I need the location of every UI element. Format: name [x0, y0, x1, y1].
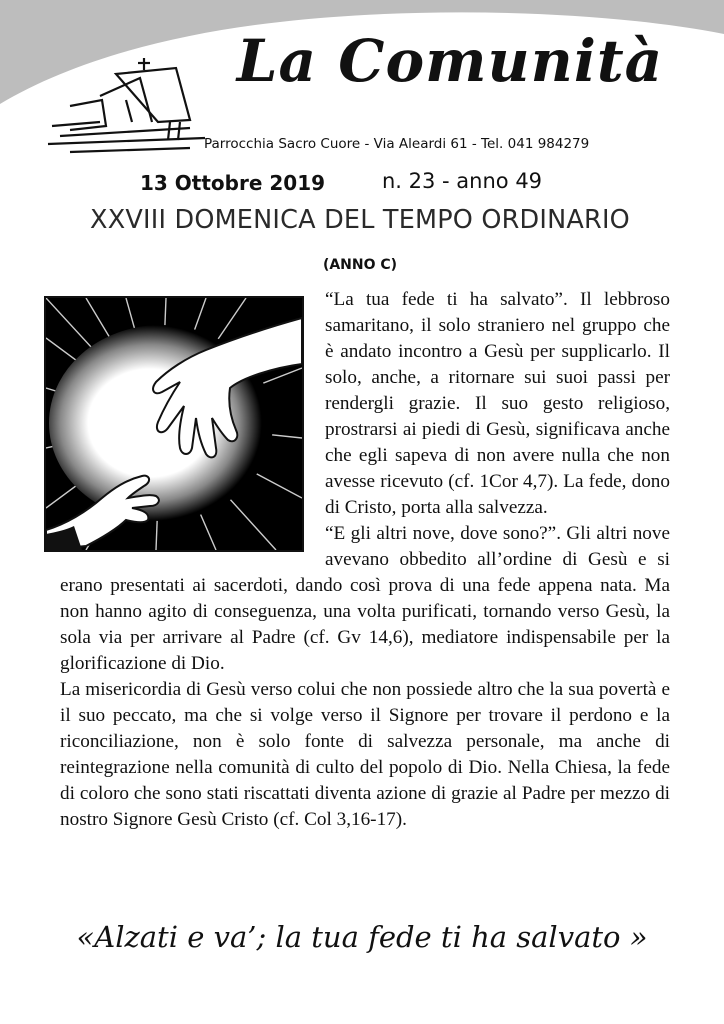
illustration-wrap-spacer	[60, 287, 325, 549]
article-paragraph: La misericordia di Gesù verso colui che non possiede altro che la sua povertà e il suo peccato, ma che si volge verso il Signore per trovare il perdono e la riconciliazione, non è solo fonte di salvezza personale, ma anche di reintegrazione nella comunità di culto del popolo di Dio. Nella Chiesa, la fede di coloro che sono stati riscattati diventa azione di grazie al Padre per mezzo di nostro Signore Gesù Cristo (cf. Col 3,16-17).	[60, 679, 670, 830]
liturgical-year-subtitle: (ANNO C)	[322, 257, 398, 273]
article-paragraph: “La tua fede ti ha salvato”. Il lebbroso samaritano, il solo straniero nel gruppo che è andato incontro a Gesù per supplicarlo. Il solo, anche, a ritornare sui suoi passi per rendergli grazie. Il suo gesto religioso, prostrarsi ai piedi di Gesù, significava anche che egli sapeva di non avere nulla che non avesse ricevuto (cf. 1Cor 4,7). La fede, dono di Cristo, porta alla salvezza.	[325, 289, 670, 518]
church-logo-icon	[40, 56, 210, 156]
liturgical-sunday-title: XXVIII DOMENICA DEL TEMPO ORDINARIO	[90, 205, 630, 235]
article-paragraph: “E gli altri nove, dove sono?”. Gli altri nove avevano obbedito all’ordine di Gesù e si erano presentati ai sacerdoti, dando così prova di una fede appena nata. Ma non hanno agito di conseguenza, una volta purificati, tornando verso Gesù, la sola via per arrivare al Padre (cf. Gv 14,6), mediatore indispensabile per la glorificazione di Dio.	[60, 523, 670, 674]
article-body	[60, 287, 670, 833]
issue-date: 13 Ottobre 2019	[140, 171, 326, 195]
issue-number: n. 23 - anno 49	[382, 169, 543, 193]
masthead-title: La Comunità	[236, 27, 664, 95]
closing-gospel-quote: «Alzati e va’; la tua fede ti ha salvato »	[76, 920, 648, 954]
parish-address-line: Parrocchia Sacro Cuore - Via Aleardi 61 - Tel. 041 984279	[204, 136, 590, 152]
